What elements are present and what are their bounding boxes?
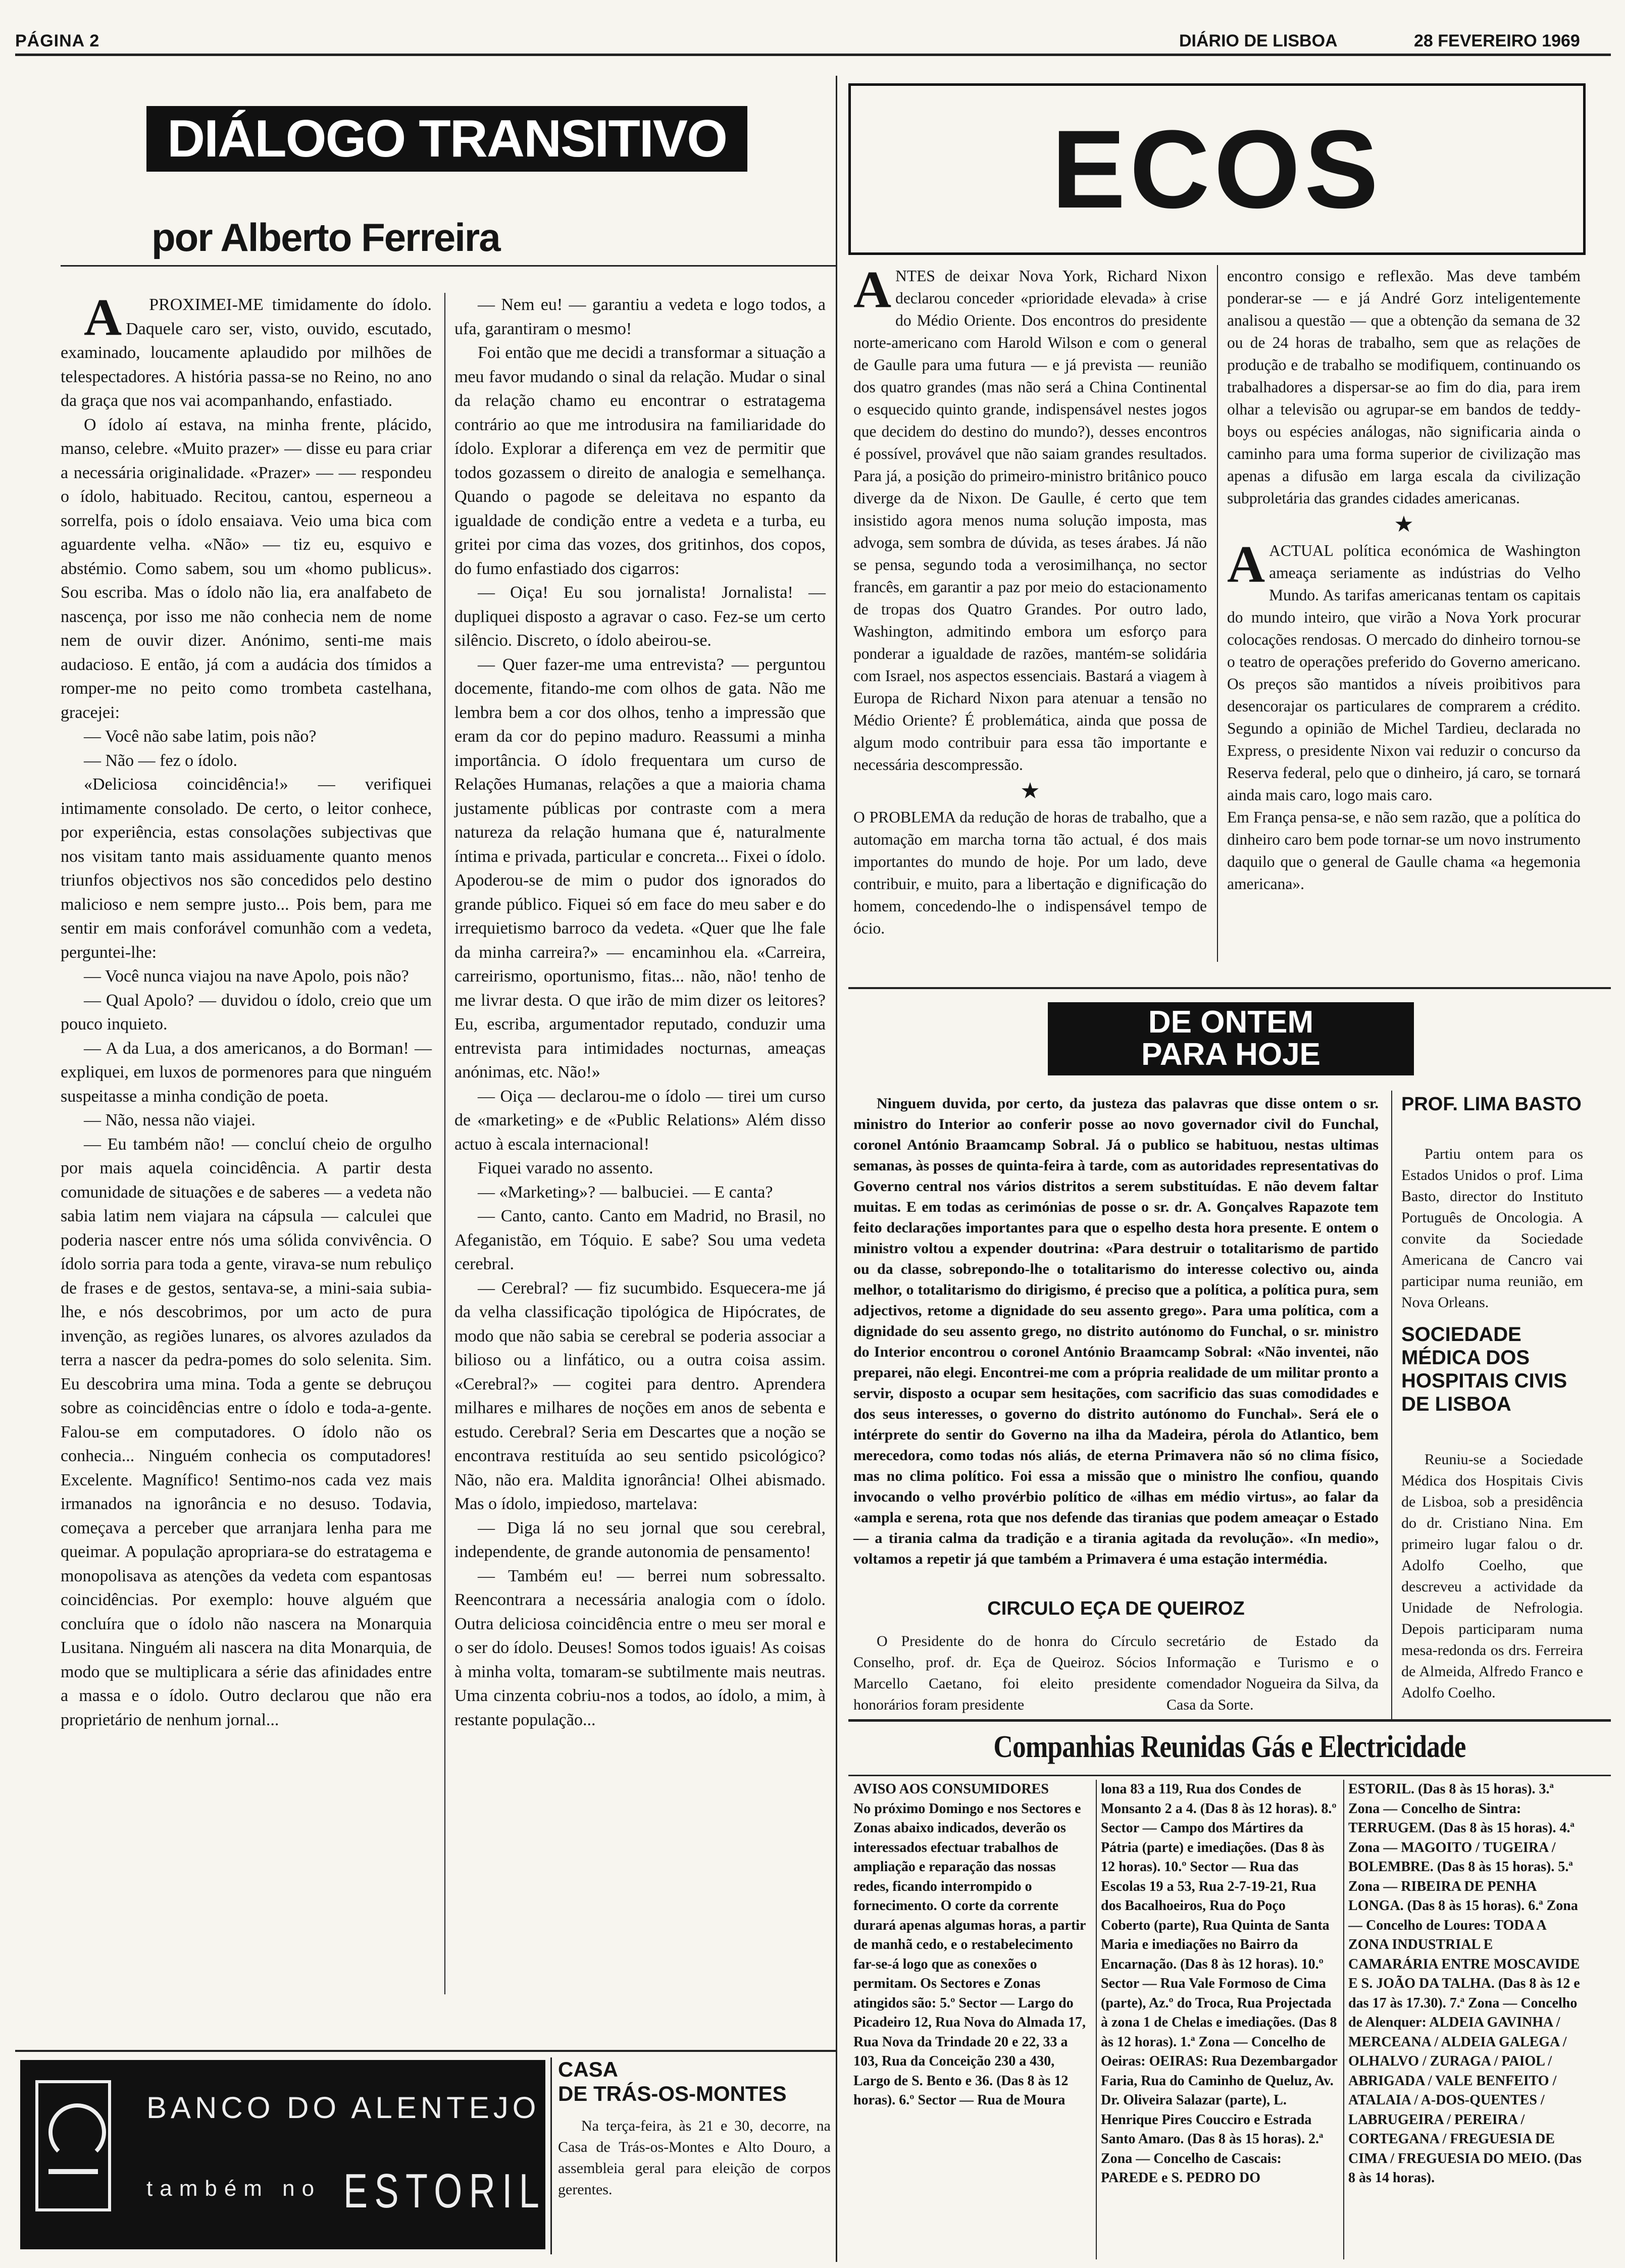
- byline-rule: [61, 265, 836, 267]
- banco-also: também no: [146, 2176, 322, 2201]
- gas-paragraph: No próximo Domingo e nos Sectores e Zonas abaixo indicados, deverão os interessados efectuar trabalhos de ampliação e reparação das nossas redes, ficando interrompido o fornecimento. O corte da corrente durará apenas algumas horas, a partir de manhã cedo, e o restabelecimento far-se-á logo que as conexões o permitam. Os Sectores e Zonas atingidos são: 5.º Sector — Largo do Picadeiro 12, Rua Nova do Almada 17, Rua Nova da Trindade 20 e 22, 33 a 103, Rua da Conceição 230 a 430, Largo de S. Bento e 36. (Das 8 às 12 horas). 6.º Sector — Rua de Moura: [853, 1800, 1086, 2108]
- dialogo-paragraph: — Nem eu! — garantiu a vedeta e logo todos, a ufa, garantiram o mesmo!: [454, 295, 826, 338]
- ecos-column-left: [853, 261, 1207, 940]
- column-divider: [1096, 1780, 1097, 2259]
- sociedade-paragraph: Reuniu-se a Sociedade Médica dos Hospitais Civis de Lisboa, sob a presidência do dr. Cristiano Nina. Em primeiro lugar falou o dr. Adolfo Coelho, que descreveu a actividade da Unidade de Nefrologia. Depois participaram numa mesa-redonda os drs. Ferreira de Almeida, Alfredo Franco e Adolfo Coelho.: [1401, 1451, 1583, 1701]
- ecos-item: encontro consigo e reflexão. Mas deve também ponderar-se — e já André Gorz inteligentemente analisou a questão — que a obtenção da semana de 32 ou de 24 horas de trabalho, sem que as relações de produção e de trabalho se modifiquem, continuando os trabalhadores a dispersar-se ao fim do dia, para irem olhar a televisão ou agrupar-se em bandos de teddy-boys ou espécies análogas, não significaria ainda o caminho para uma forma superior de civilização mas apenas a difusão em larga escala da civilização subproletária das grandes cidades americanas.: [1227, 267, 1581, 507]
- gas-column-1: [853, 1780, 1091, 2110]
- dialogo-paragraph: — Você nunca viajou na nave Apolo, pois não?: [84, 967, 409, 986]
- dialogo-paragraph: — Quer fazer-me uma entrevista? — perguntou docemente, fitando-me com olhos de gata. Não me lembra bem a cor dos olhos, tenho a impressão que eram da cor do pepino maduro. Reassumi a minha importância. O ídolo frequentara um curso de Relações Humanas, relações a que a maioria chama justamente públicas por contraste com a mera natureza da relação humana que é, naturalmente íntima e privada, particular e concreta... Fixei o ídolo. Apoderou-se de mim o pudor dos ignorados do grande público. Fiquei só em face do meu saber e do irrequietismo barroco da vedeta. «Quer que lhe fale da minha carreira?» — encaminhou ela. «Carreira, carreirismo, oportunismo, fitas... não, não! tenho de me livrar desta. O que irão de mim dizer os leitores? Eu, escriba, argumentador reputado, conduzir uma entrevista para intimidades nocturnas, ameaças anónimas, etc. Não!»: [454, 655, 826, 1081]
- gas-column-3: [1348, 1780, 1586, 2188]
- circulo-paragraph: secretário de Estado da Informação e Turismo e o comendador Nogueira da Silva, da Casa da Sorte.: [1166, 1633, 1379, 1713]
- column-divider: [550, 2057, 552, 2254]
- dialogo-paragraph: — Não — fez o ídolo.: [84, 751, 238, 770]
- gas-notice-heading: AVISO AOS CONSUMIDORES: [853, 1781, 1049, 1797]
- ecos-title: ECOS: [1051, 107, 1383, 231]
- circulo-heading: CIRCULO EÇA DE QUEIROZ: [987, 1598, 1245, 1619]
- dialogo-paragraph: — A da Lua, a dos americanos, a do Borman! — expliquei, em luxos de pormenores para que ninguém suspeitasse a minha condição de poeta.: [61, 1039, 432, 1106]
- ontem-paragraph: Ninguem duvida, por certo, da justeza das palavras que disse ontem o sr. ministro do Interior ao conferir posse ao novo governador civil do Funchal, coronel António Braamcamp Sobral. Já o publico se habituou, nestas ultimas semanas, às posses de quinta-feira à tarde, com as autoridades representativas do Governo central nos vários distritos a serem substituídas. E não devem faltar muitas. E em todas as cerimónias de posse o sr. dr. A. Gonçalves Rapazote tem feito declarações importantes para que o espelho desta hora presente. E ontem o ministro voltou a expender doutrina: «Para destruir o totalitarismo de partido ou da classe, sobrepondo-lhe o totalitarismo do interesse colectivo ou, ainda melhor, o totalitarismo do dirigismo, é preciso que a política, a política pura, sem adjectivos, retome a dignidade do seu assento grego». Para uma política, com a dignidade do seu assento grego, no distrito autónomo do Funchal, o sr. ministro do Interior encontrou o coronel António Braamcamp Sobral: «Não inventei, não preparei, não elegi. Encontrei-me com a própria realidade de um militar pronto a servir, disposto a ocupar sem hesitações, com sacrificio das suas comodidades e dos seus interesses, o governo do distrito autónomo do Funchal». Será ele o intérprete do sentir do Governo na ilha da Madeira, pérola do Atlantico, bem merecedora, como todas nós aliás, de eterna Primavera não só no clima físico, mas no clima político. Foi essa a missão que o ministro lhe confiou, quando invocando o velho provérbio político de «ilhas em médio virtus», ao falar da «ampla e serena, rota que nos defende das tiranias que podem ameaçar o Estado — a tirania calma da tradição e a tirania agitada da revolução». «In medio», voltamos a repetir já que também a Primavera é uma estação intermédia.: [853, 1095, 1379, 1567]
- lima-basto-paragraph: Partiu ontem para os Estados Unidos o prof. Lima Basto, director do Instituto Português de Oncologia. A convite da Sociedade Americana de Cancro vai participar numa reunião, em Nova Orleans.: [1401, 1146, 1583, 1311]
- section-rule: [15, 2050, 836, 2052]
- ecos-item: ANTES de deixar Nova York, Richard Nixon declarou conceder «prioridade elevada» à crise do Médio Oriente. Dos encontros do presidente norte-americano com Harold Wilson e com o general de Gaulle para uma futura — e já prevista — reunião dos quatro grandes (mas não será a China Continental o esquecido quinto grande, indispensável nestes jogos que decidem do destino do mundo?), desses encontros é possível, provável que não saiam grandes resultados. Para já, a posição do primeiro-ministro britânico pouco diverge da de Nixon. De Gaulle, é certo que tem insistido agora menos numa solução imposta, mas advoga, sem sombra de dúvida, as teses árabes. Já não se pensa, segundo toda a verosimilhança, no sector francês, em garantir a paz por meio do estacionamento de tropas dos Quatro Grandes. Por outro lado, Washington, admitindo embora um esforço para ponderar a igualdade de razões, mantém-se solidária com Israel, nos aspectos essenciais. Bastará a viagem à Europa de Richard Nixon para atenuar a tensão no Médio Oriente? É problemática, ainda que possa de algum modo contribuir para essa tão importante e necessária descompressão.: [853, 261, 1207, 774]
- banco-logo: [35, 2080, 111, 2211]
- casa-title: [558, 2057, 831, 2106]
- lima-basto-body: [1401, 1144, 1583, 1313]
- column-divider: [1217, 265, 1218, 962]
- dialogo-paragraph: — Oiça — declarou-me o ídolo — tirei um curso de «marketing» e de «Public Relations» Além disso actuo à escala internacional!: [454, 1087, 826, 1154]
- dialogo-paragraph: — «Marketing»? — balbuciei. — E canta?: [478, 1182, 773, 1202]
- newspaper-name: DIÁRIO DE LISBOA: [1179, 31, 1338, 50]
- dialogo-paragraph: — Cerebral? — fiz sucumbido. Esquecera-me já da velha classificação tipológica de Hipócrates, de modo que não sabia se cerebral se poderia associar a bilioso ou a linfático, ou a outra coisa assim. «Cerebral?» — cogitei para dentro. Aprendera milhares e milhares de noções em anos de sebenta e estudo. Cerebral? Seria em Descartes que a noção se encontrava restituída ao seu sentido psicológico? Não, não era. Maldita ignorância! Olhei abismado. Mas o ídolo, impiedoso, martelava:: [454, 1278, 826, 1513]
- separator-star: ★: [1020, 778, 1040, 804]
- column-divider: [1343, 1780, 1344, 2259]
- banco-place: ESTORIL: [343, 2164, 546, 2218]
- gas-column-2: [1101, 1780, 1338, 2188]
- ontem-body: [853, 1093, 1379, 1569]
- gas-rule: [848, 1775, 1611, 1776]
- ecos-item: AACTUAL política económica de Washington ameaça seriamente as indústrias do Velho Mundo. As tarifas americanas tentam os capitais do mundo inteiro, que virão a Nova York procurar colocações rendosas. O mercado do dinheiro tornou-se o teatro de operações preferido do Governo americano. Os preços são mantidos a níveis proibitivos para desencorajar os particulares de comprarem a crédito. Segundo a opinião de Michel Tardieu, declarada no Express, o presidente Nixon vai reduzir o concurso da Reserva federal, pelo que o dinheiro, já caro, se tornará ainda mais caro, logo mais caro.: [1227, 535, 1581, 804]
- casa-paragraph: Na terça-feira, às 21 e 30, decorre, na Casa de Trás-os-Montes e Alto Douro, a assembleia geral para eleição de corpos gerentes.: [558, 2118, 831, 2198]
- column-divider: [444, 293, 445, 1994]
- banco-logo-bar: [48, 2169, 98, 2174]
- ontem-title: [1048, 1002, 1414, 1075]
- ecos-column-right: [1227, 265, 1581, 895]
- dialogo-paragraph: — Oiça! Eu sou jornalista! Jornalista! — dupliquei disposto a agravar o caso. Fez-se um certo silêncio. Discreto, o ídolo abeirou-se.: [454, 583, 826, 650]
- dialogo-paragraph: — Não, nessa não viajei.: [84, 1111, 256, 1129]
- dialogo-paragraph: — Canto, canto. Canto em Madrid, no Brasil, no Afeganistão, em Tóquio. E sabe? Sou uma vedeta cerebral.: [454, 1207, 826, 1273]
- casa-body: [558, 2116, 831, 2200]
- main-vertical-divider: [836, 76, 837, 2262]
- separator-star: ★: [1394, 511, 1414, 537]
- dialogo-paragraph: — Qual Apolo? — duvidou o ídolo, creio que um pouco inquieto.: [61, 991, 432, 1034]
- dialogo-paragraph: — Diga lá no seu jornal que sou cerebral, independente, de grande autonomia de pensamento!: [454, 1518, 826, 1561]
- gas-paragraph: ESTORIL. (Das 8 às 15 horas). 3.ª Zona — Concelho de Sintra: TERRUGEM. (Das 8 às 15 horas). 4.ª Zona — MAGOITO / TUGEIRA / BOLEMBRE. (Das 8 às 15 horas). 5.ª Zona — RIBEIRA DE PENHA LONGA. (Das 8 às 15 horas). 6.ª Zona — Concelho de Loures: TODA A ZONA INDUSTRIAL E CAMARÁRIA ENTRE MOSCAVIDE E S. JOÃO DA TALHA. (Das 8 às 12 e das 17 às 17.30). 7.ª Zona — Concelho de Alenquer: ALDEIA GAVINHA / MERCEANA / ALDEIA GALEGA / OLHALVO / ZURAGA / PAIOL / ABRIGADA / VALE BENFEITO / ATALAIA / A-DOS-QUENTES / LABRUGEIRA / PEREIRA / CORTEGANA / FREGUESIA DE CIMA / FREGUESIA DO MEIO. (Das 8 às 14 horas).: [1348, 1781, 1582, 2186]
- circulo-paragraph: O Presidente do de honra do Círculo Conselho, prof. dr. Eça de Queiroz. Sócios Marcello Caetano, foi eleito presidente honorários foram presidente: [853, 1633, 1156, 1713]
- casa-title-line-2: DE TRÁS-OS-MONTES: [558, 2082, 787, 2105]
- circulo-column-1: [853, 1631, 1156, 1716]
- ecos-item: O PROBLEMA da redução de horas de trabalho, que a automação em marcha torna tão actual, é dos mais importantes do mundo de hoje. Por um lado, deve contribuir, e muito, para a libertação e dignificação do homem, concedendo-lhe o indispensável tempo de ócio.: [853, 808, 1207, 937]
- ontem-title-line-2: PARA HOJE: [1141, 1037, 1321, 1072]
- dialogo-paragraph: Fiquei varado no assento.: [478, 1159, 653, 1177]
- dialogo-title: DIÁLOGO TRANSITIVO: [146, 106, 747, 172]
- dialogo-paragraph: O ídolo aí estava, na minha frente, plácido, manso, celebre. «Muito prazer» — disse eu para criar a necessária originalidade. «Prazer» — — respondeu o ídolo, habituado. Recitou, cantou, esperneou a sorrelfa, pois o ídolo ensaiava. Veio uma bica com aguardente velha. «Não» — tiz eu, esquivo e abstémio. Como sabem, sou um «homo publicus». Sou escriba. Mas o ídolo não lia, era analfabeto de nascença, por isso me não conhecia nem de nome nem de ouvir dizer. Anónimo, senti-me mais audacioso. E então, já com a audácia dos tímidos a romper-me no peito como trombeta castelhana, gracejei:: [61, 415, 432, 722]
- ontem-title-line-1: DE ONTEM: [1148, 1005, 1314, 1040]
- issue-date: 28 FEVEREIRO 1969: [1414, 31, 1580, 50]
- page-number: PÁGINA 2: [15, 31, 100, 50]
- dialogo-byline: por Alberto Ferreira: [151, 215, 500, 260]
- gas-title: Companhias Reunidas Gás e Electricidade: [993, 1730, 1466, 1764]
- circulo-column-2: [1166, 1631, 1379, 1716]
- casa-title-line-1: CASA: [558, 2057, 619, 2081]
- header-rule: [15, 54, 1611, 56]
- section-rule: [848, 987, 1611, 989]
- lima-basto-heading: PROF. LIMA BASTO: [1401, 1094, 1582, 1115]
- banco-name: BANCO DO ALENTEJO: [146, 2091, 540, 2125]
- dialogo-paragraph: «Deliciosa coincidência!» — verifiquei intimamente consolado. De certo, o leitor conhece, por experiência, estas consolações subjectivas que nos visitam tanto mais assiduamente quanto menos triunfos objectivos nos são concedidos pelo destino malicioso e nem sempre justo... Pois bem, para me sentir em mais conforável comunhão com a vedeta, perguntei-lhe:: [61, 775, 432, 962]
- banco-ad: [20, 2060, 545, 2249]
- dialogo-paragraph: APROXIMEI-ME timidamente do ídolo. Daquele caro ser, visto, ouvido, escutado, examinado, loucamente aplaudido por milhões de telespectadores. A história passa-se no Reino, no ano da graça que nos vai acompanhando, enfastiado.: [61, 288, 432, 410]
- sociedade-heading: SOCIEDADE MÉDICA DOS HOSPITAIS CIVIS DE LISBOA: [1401, 1323, 1567, 1415]
- banco-logo-arc: [48, 2103, 106, 2161]
- dialogo-column-2: [454, 293, 826, 1732]
- section-rule: [848, 1719, 1611, 1722]
- sociedade-body: [1401, 1449, 1583, 1704]
- dialogo-paragraph: Foi então que me decidi a transformar a situação a meu favor mudando o sinal da relação. Mudar o sinal da relação chamo eu encontrar o estratagema contrário ao que me introdusira na familiaridade do ídolo. Explorar a diferença em vez de permitir que todos gozassem o direito de analogia e semelhança. Quando o pagode se deleitava no espanto da igualdade de condição entre a vedeta e a turba, eu gritei por cima das vozes, dos gritinhos, dos copos, do fumo enfastiado dos cigarros:: [454, 343, 826, 578]
- dialogo-paragraph: — Também eu! — berrei num sobressalto. Reencontrara a necessária analogia com o ídolo. Outra deliciosa coincidência entre o meu ser moral e o ser do ídolo. Deuses! Somos todos iguais! As coisas à minha volta, tomaram-se subtilmente mais neutras. Uma cinzenta cobriu-nos a todos, ao ídolo, a mim, à restante população...: [454, 1566, 826, 1729]
- column-divider: [1391, 1091, 1392, 1722]
- gas-paragraph: lona 83 a 119, Rua dos Condes de Monsanto 2 a 4. (Das 8 às 12 horas). 8.º Sector — Campo dos Mártires da Pátria (parte) e imediações. (Das 8 às 12 horas). 10.º Sector — Rua das Escolas 19 a 53, Rua 2-7-19-21, Rua dos Bacalhoeiros, Rua do Poço Coberto (parte), Rua Quinta de Santa Maria e imediações no Bairro da Encarnação. (Das 8 às 12 horas). 10.º Sector — Rua Vale Formoso de Cima (parte), Az.º do Troca, Rua Projectada à zona 1 de Chelas e imediações. (Das 8 às 12 horas). 1.ª Zona — Concelho de Oeiras: OEIRAS: Rua Dezembargador Faria, Rua do Caminho de Queluz, Av. Dr. Oliveira Salazar (parte), L. Henrique Pires Coucciro e Estrada Santo Amaro. (Das 8 às 15 horas). 2.ª Zona — Concelho de Cascais: PAREDE e S. PEDRO DO: [1101, 1781, 1338, 2186]
- ecos-item: Em França pensa-se, e não sem razão, que a política do dinheiro caro bem pode tornar-se um novo instrumento daquilo que o general de Gaulle chama «a hegemonia americana».: [1227, 808, 1581, 893]
- dialogo-column-1: [61, 288, 432, 1732]
- dialogo-paragraph: — Você não sabe latim, pois não?: [84, 727, 317, 746]
- dialogo-paragraph: — Eu também não! — concluí cheio de orgulho por mais aquela coincidência. A partir desta comunidade de situações e de saberes — a vedeta não sabia latim nem viajara na cápsula — calculei que poderia nascer entre nós uma sólida convivência. O ídolo sorria para toda a gente, virava-se num rebuliço de frases e de gestos, sentava-se, a mini-saia subia-lhe, e nós descobrimos, por um acto de pura invenção, as regiões lunares, os alvores azulados da terra a nascer da pedra-pomes do solo selenita. Sim. Eu descobrira uma mina. Toda a gente se debruçou sobre as coincidências entre o ídolo e toda-a-gente. Falou-se em computadores. O ídolo não os conhecia... Ninguém conhecia os computadores! Excelente. Magnífico! Sentimo-nos cada vez mais irmanados na ignorância e no desuso. Todavia, começava a perceber que arranjara lenha para me queimar. A população apropriara-se do estratagema e monopolisava as atenções da vedeta com espantosas coincidências. Por exemplo: houve alguém que concluíra que o ídolo não nascera na Monarquia Lusitana. Ninguém ali nascera na dita Monarquia, de modo que se multiplicara a série das afinidades entre a massa e o ídolo. Outro declarou que não era proprietário de nenhum jornal...: [61, 1135, 432, 1729]
